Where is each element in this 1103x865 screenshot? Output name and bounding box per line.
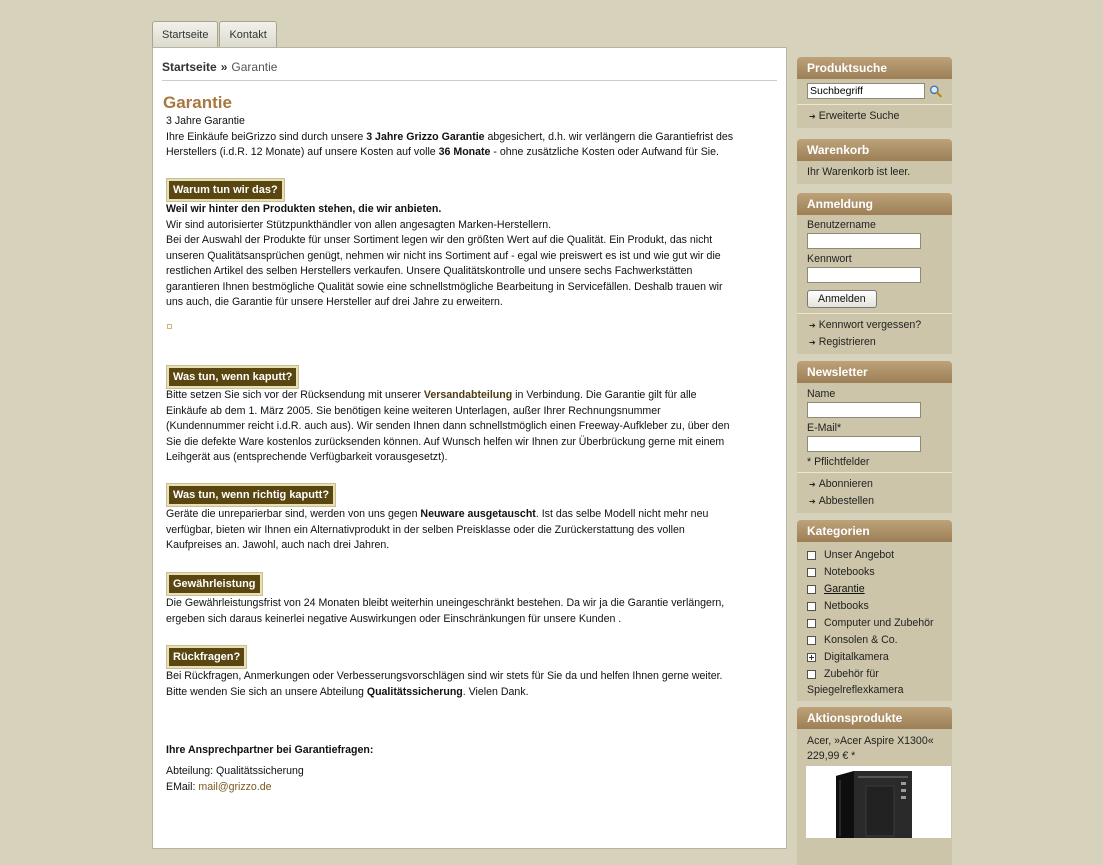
contact-info [166, 764, 746, 795]
versandabteilung-link[interactable]: Versandabteilung [423, 389, 513, 401]
product-image[interactable] [806, 766, 951, 838]
newsletter-form [797, 383, 952, 472]
category-item[interactable]: Netbooks [807, 598, 942, 615]
promo-body [797, 729, 952, 865]
box-newsletter [797, 361, 952, 513]
category-item[interactable]: Zubehör für [807, 666, 942, 683]
bullet-icon [807, 551, 816, 560]
section-heading-kaputt: Was tun, wenn kaputt? [167, 366, 298, 388]
intro-subtitle: 3 Jahre Garantie [166, 115, 245, 127]
box-anmeldung [797, 193, 952, 354]
section-heading-rueck: Rückfragen? [167, 646, 246, 668]
newsletter-links [797, 472, 952, 513]
category-item-wrap[interactable]: Spiegelreflexkamera [807, 684, 904, 696]
section-heading-gewaehr: Gewährleistung [167, 573, 262, 595]
arrow-icon: ➔ [809, 480, 816, 489]
login-form [797, 215, 952, 313]
breadcrumb-separator: » [220, 60, 228, 74]
password-label: Kennwort [807, 253, 852, 265]
cart-empty-text: Ihr Warenkorb ist leer. [797, 161, 952, 184]
top-tabs [152, 21, 278, 48]
category-item[interactable]: Notebooks [807, 564, 942, 581]
register-link[interactable]: ➔ Registrieren [809, 336, 876, 348]
section-kaputt-text: Bitte setzen Sie sich vor der Rücksendung mit unserer Versandabteilung in Verbindung. Die Garantie gilt für alle Einkäufe ab dem 1. März 2005. Sie benötigen keine weiteren Unterlagen, außer Ihrer Rechnungsnummer (Kundennummer reicht i.d.R. auch aus). Wir senden Ihnen dann schnellstmöglich einen Freeway-Aufkleber zu, über den Sie die defekte Ware kostenlos zurücksenden können. Auf Wunsch helfen wir Ihnen zur Überbrückung gerne mit einem Leihgerät aus (entsprechende Verfügbarkeit vorausgesetzt). [166, 389, 730, 463]
newsletter-name-label: Name [807, 388, 836, 400]
box-kategorien-title: Kategorien [797, 520, 952, 542]
category-item-active[interactable]: Garantie [807, 581, 942, 598]
section-warum-text [166, 202, 746, 311]
newsletter-email-field[interactable] [807, 436, 921, 452]
unsubscribe-link[interactable]: ➔ Abbestellen [809, 495, 875, 507]
login-links [797, 313, 952, 354]
intro-text [166, 114, 746, 161]
box-warenkorb-title: Warenkorb [797, 139, 952, 161]
section-richtig-text: Geräte die unreparierbar sind, werden von uns gegen Neuware ausgetauscht. Ist das selbe Modell nicht mehr neu verfügbar, bieten wir Ihnen ein Alternativprodukt in der selben Preisklasse oder die Zurückerstattung des vollen Kaufpreises an. Jawohl, auch nach drei Jahren. [166, 508, 709, 551]
warum-p1: Wir sind autorisierter Stützpunkthändler von allen angesagten Marken-Herstellern. [166, 218, 552, 231]
arrow-icon: ➔ [809, 497, 816, 506]
box-aktionsprodukte-title: Aktionsprodukte [797, 707, 952, 729]
bullet-icon [807, 585, 816, 594]
category-item[interactable]: Computer und Zubehör [807, 615, 942, 632]
box-newsletter-title: Newsletter [797, 361, 952, 383]
contact-email-link[interactable]: mail@grizzo.de [198, 780, 272, 793]
section-heading-richtig: Was tun, wenn richtig kaputt? [167, 484, 335, 506]
bullet-icon [807, 568, 816, 577]
search-input[interactable] [807, 83, 925, 99]
bullet-icon [807, 602, 816, 611]
breadcrumb-current: Garantie [231, 60, 278, 74]
box-anmeldung-title: Anmeldung [797, 193, 952, 215]
promo-product-link[interactable]: Acer, »Acer Aspire X1300« [807, 735, 934, 747]
expand-plus-icon[interactable] [807, 653, 816, 662]
box-aktionsprodukte [797, 707, 952, 865]
bullet-icon [807, 670, 816, 679]
required-note: * Pflichtfelder [807, 456, 870, 468]
bullet-icon [807, 619, 816, 628]
breadcrumb-home-link[interactable]: Startseite [162, 60, 217, 74]
search-row [807, 83, 942, 99]
search-icon[interactable] [929, 83, 942, 99]
main-content [152, 47, 787, 849]
advanced-search-link[interactable]: ➔ Erweiterte Suche [797, 104, 952, 128]
section-gewaehr-text: Die Gewährleistungsfrist von 24 Monaten bleibt weiterhin uneingeschränkt bestehen. Da wir ja die Garantie verlängern, ergeben sich daraus keinerlei negative Auswirkungen oder Einschränkungen für unsere Kunden . [166, 597, 725, 625]
search-body [797, 79, 952, 104]
box-kategorien [797, 520, 952, 701]
pc-tower-icon [806, 766, 951, 838]
password-field[interactable] [807, 267, 921, 283]
box-produktsuche [797, 57, 952, 128]
tab-kontakt[interactable]: Kontakt [219, 21, 276, 48]
warum-p2: Bei der Auswahl der Produkte für unser Sortiment legen wir den größten Wert auf die Qualität. Ein Produkt, das nicht unseren Qualitätsansprüchen genügt, nehmen wir nicht ins Sortiment auf - egal wie preiswert es ist und wie gut wir die restlichen Artikel des selben Herstellers verkaufen. Unsere Qualitätskontrolle und unsere sechs Fachwerkstätten garantieren Ihnen bestmögliche Qualität sowie eine schnellstmögliche Bearbeitung in Servicefällen. Deshalb trauen wir uns auch, die Garantie für unsere Hersteller auf drei Jahre zu erweitern. [166, 234, 723, 308]
breadcrumb [162, 60, 777, 81]
tiny-image-placeholder [167, 324, 172, 329]
contact-dept: Abteilung: Qualitätssicherung [166, 765, 304, 777]
subscribe-link[interactable]: ➔ Abonnieren [809, 478, 873, 490]
promo-price: 229,99 € * [807, 750, 856, 762]
newsletter-email-label: E-Mail* [807, 422, 842, 434]
page-title: Garantie [163, 93, 232, 112]
contact-email-row: EMail: mail@grizzo.de [166, 780, 272, 793]
intro-paragraph: Ihre Einkäufe beiGrizzo sind durch unsere 3 Jahre Grizzo Garantie abgesichert, d.h. wir verlängern die Garantiefrist des Herstellers (i.d.R. 12 Monate) auf unsere Kosten auf volle 36 Monate - ohne zusätzliche Kosten oder Aufwand für Sie. [166, 130, 734, 158]
category-item-expandable[interactable]: Digitalkamera [807, 649, 942, 666]
newsletter-name-field[interactable] [807, 402, 921, 418]
arrow-icon: ➔ [809, 112, 816, 121]
tab-startseite[interactable]: Startseite [152, 21, 218, 48]
contact-heading: Ihre Ansprechpartner bei Garantiefragen: [166, 744, 374, 756]
arrow-icon: ➔ [809, 338, 816, 347]
warum-lead: Weil wir hinter den Produkten stehen, die wir anbieten. [166, 203, 442, 215]
login-button[interactable]: Anmelden [807, 290, 877, 308]
category-list [797, 542, 952, 701]
box-produktsuche-title: Produktsuche [797, 57, 952, 79]
username-field[interactable] [807, 233, 921, 249]
username-label: Benutzername [807, 219, 876, 231]
forgot-password-link[interactable]: ➔ Kennwort vergessen? [809, 319, 922, 331]
category-item[interactable]: Konsolen & Co. [807, 632, 942, 649]
section-rueck-text: Bei Rückfragen, Anmerkungen oder Verbesserungsvorschlägen sind wir stets für Sie da und helfen Ihnen gerne weiter. Bitte wenden Sie sich an unsere Abteilung Qualitätssicherung. Vielen Dank. [166, 670, 723, 698]
arrow-icon: ➔ [809, 321, 816, 330]
box-warenkorb [797, 139, 952, 184]
bullet-icon [807, 636, 816, 645]
section-heading-warum: Warum tun wir das? [167, 179, 284, 201]
category-item[interactable]: Unser Angebot [807, 547, 942, 564]
